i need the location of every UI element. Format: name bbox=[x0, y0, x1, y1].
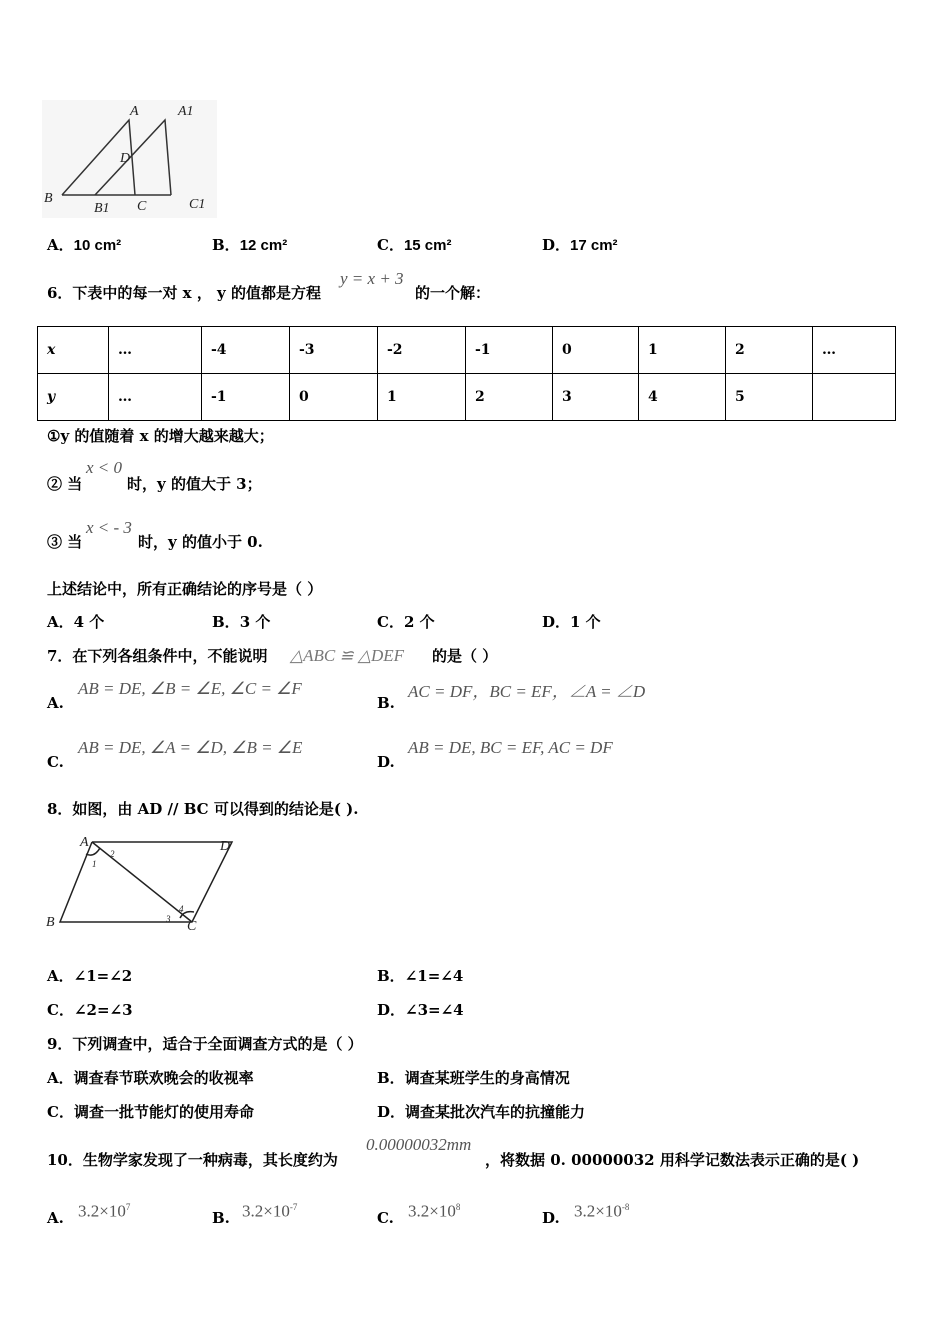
option-formula: AB = DE, ∠B = ∠E, ∠C = ∠F bbox=[78, 679, 302, 698]
option-exponent: -8 bbox=[621, 1202, 630, 1212]
option-text: 3 个 bbox=[239, 613, 271, 631]
q8-text: 8．如图，由 AD // BC 可以得到的结论是( ). bbox=[47, 800, 359, 818]
table-cell: 3 bbox=[553, 374, 639, 421]
table-cell: … bbox=[109, 374, 202, 421]
table-cell: 2 bbox=[726, 327, 813, 374]
table-cell: … bbox=[109, 327, 202, 374]
label-A1: A1 bbox=[178, 104, 194, 119]
q10-formula: 0.00000032mm bbox=[366, 1135, 472, 1154]
option-base: 3.2×10 bbox=[408, 1201, 456, 1221]
label-D: D bbox=[220, 839, 231, 854]
statement-1: ①y 的值随着 x 的增大越来越大； bbox=[47, 427, 274, 445]
label-B: B bbox=[44, 191, 53, 206]
option-label: D． bbox=[377, 1001, 406, 1019]
q9-text: 9．下列调查中，适合于全面调查方式的是（ ） bbox=[47, 1035, 363, 1053]
table-cell: 2 bbox=[466, 374, 553, 421]
label-C: C bbox=[187, 919, 197, 934]
option-label: B． bbox=[377, 1069, 405, 1087]
option-formula: AB = DE, BC = EF, AC = DF bbox=[408, 738, 613, 757]
table-cell: 0 bbox=[553, 327, 639, 374]
q10-suffix: ，将数据 0. 00000032 用科学记数法表示正确的是( ) bbox=[485, 1151, 860, 1169]
option-formula: AC = DF，BC = EF，∠A = ∠D bbox=[408, 682, 646, 701]
statement-3-prefix: ③ 当 bbox=[47, 533, 83, 551]
option-formula: AB = DE, ∠A = ∠D, ∠B = ∠E bbox=[78, 738, 303, 757]
table-cell: x bbox=[38, 327, 109, 374]
option-label: A. bbox=[47, 694, 64, 712]
option-label: A． bbox=[47, 613, 74, 631]
option-text: 调查某班学生的身高情况 bbox=[404, 1069, 570, 1087]
table-cell bbox=[813, 374, 896, 421]
option-label: C． bbox=[377, 613, 404, 631]
label-A: A bbox=[80, 835, 89, 850]
q7-prefix: 7．在下列各组条件中，不能说明 bbox=[47, 647, 268, 665]
label-C: C bbox=[137, 199, 147, 214]
table-cell: … bbox=[813, 327, 896, 374]
label-A: A bbox=[130, 104, 139, 119]
label-3: 3 bbox=[166, 914, 171, 924]
q5-option-text: 15 cm² bbox=[403, 237, 452, 254]
statement-2-formula: x < 0 bbox=[86, 458, 123, 477]
option-text: ∠1=∠4 bbox=[404, 967, 464, 985]
q6-prefix: 6．下表中的每一对 x ， y 的值都是方程 bbox=[47, 284, 321, 302]
option-label: B. bbox=[377, 694, 395, 712]
statement-3-formula: x < - 3 bbox=[86, 518, 132, 537]
option-label: C． bbox=[47, 1001, 74, 1019]
label-C1: C1 bbox=[189, 197, 206, 212]
option-text: 调查春节联欢晚会的收视率 bbox=[73, 1069, 254, 1087]
parallelogram-figure bbox=[42, 832, 242, 937]
option-label: C. bbox=[377, 1209, 394, 1227]
label-B1: B1 bbox=[94, 201, 110, 216]
option-text: ∠2=∠3 bbox=[73, 1001, 133, 1019]
label-2: 2 bbox=[110, 849, 115, 859]
table-row bbox=[38, 374, 896, 421]
q6-suffix: 的一个解： bbox=[415, 284, 491, 302]
option-base: 3.2×10 bbox=[78, 1201, 126, 1221]
option-label: B. bbox=[212, 1209, 230, 1227]
option-base: 3.2×10 bbox=[574, 1201, 622, 1221]
table-cell: 1 bbox=[639, 327, 726, 374]
q5-option-label: B． bbox=[212, 236, 240, 254]
option-label: D． bbox=[377, 1103, 406, 1121]
option-text: ∠1=∠2 bbox=[73, 967, 133, 985]
option-exponent: 7 bbox=[125, 1202, 131, 1212]
table-cell: -4 bbox=[202, 327, 290, 374]
option-text: 调查某批次汽车的抗撞能力 bbox=[405, 1103, 586, 1121]
triangles-figure bbox=[42, 100, 217, 218]
table-cell: 5 bbox=[726, 374, 813, 421]
table-cell: y bbox=[38, 374, 109, 421]
q6-formula: y = x + 3 bbox=[340, 269, 404, 288]
option-label: B． bbox=[212, 613, 240, 631]
option-text: 4 个 bbox=[73, 613, 105, 631]
option-text: 1 个 bbox=[570, 613, 601, 631]
q5-option-text: 12 cm² bbox=[239, 237, 288, 254]
label-B: B bbox=[46, 915, 55, 930]
option-label: A． bbox=[47, 1069, 74, 1087]
statement-3-suffix: 时，y 的值小于 0. bbox=[138, 533, 263, 551]
table-cell: 4 bbox=[639, 374, 726, 421]
option-text: 调查一批节能灯的使用寿命 bbox=[73, 1103, 254, 1121]
option-text: ∠3=∠4 bbox=[405, 1001, 464, 1019]
option-label: D． bbox=[542, 613, 571, 631]
q5-option-text: 10 cm² bbox=[73, 237, 122, 254]
option-label: C. bbox=[47, 753, 64, 771]
option-exponent: -7 bbox=[289, 1202, 298, 1212]
table-cell: -2 bbox=[378, 327, 466, 374]
q5-option-label: C． bbox=[377, 236, 404, 254]
xy-table bbox=[37, 326, 896, 421]
option-label: A． bbox=[47, 967, 74, 985]
q5-option-text: 17 cm² bbox=[570, 237, 618, 254]
statement-2-prefix: ② 当 bbox=[47, 475, 83, 493]
q10-prefix: 10．生物学家发现了一种病毒，其长度约为 bbox=[47, 1151, 338, 1169]
option-exponent: 8 bbox=[455, 1202, 461, 1212]
label-1: 1 bbox=[92, 859, 97, 869]
table-cell: -1 bbox=[466, 327, 553, 374]
q5-option-label: A． bbox=[47, 236, 74, 254]
table-cell: -1 bbox=[202, 374, 290, 421]
option-label: B． bbox=[377, 967, 405, 985]
option-text: 2 个 bbox=[403, 613, 435, 631]
option-label: D. bbox=[377, 753, 395, 771]
q7-suffix: 的是（ ） bbox=[432, 647, 498, 665]
option-label: C． bbox=[47, 1103, 74, 1121]
q7-formula: △ABC ≌ △DEF bbox=[290, 646, 405, 665]
table-cell: 0 bbox=[290, 374, 378, 421]
table-cell: -3 bbox=[290, 327, 378, 374]
q6-question: 上述结论中，所有正确结论的序号是（ ） bbox=[47, 580, 323, 598]
statement-2-suffix: 时，y 的值大于 3； bbox=[127, 475, 262, 493]
q5-option-label: D． bbox=[542, 236, 571, 254]
label-D: D bbox=[120, 151, 131, 166]
table-cell: 1 bbox=[378, 374, 466, 421]
option-base: 3.2×10 bbox=[242, 1201, 290, 1221]
option-label: A. bbox=[47, 1209, 64, 1227]
table-row bbox=[38, 327, 896, 374]
label-4: 4 bbox=[179, 904, 184, 914]
option-label: D. bbox=[542, 1209, 560, 1227]
